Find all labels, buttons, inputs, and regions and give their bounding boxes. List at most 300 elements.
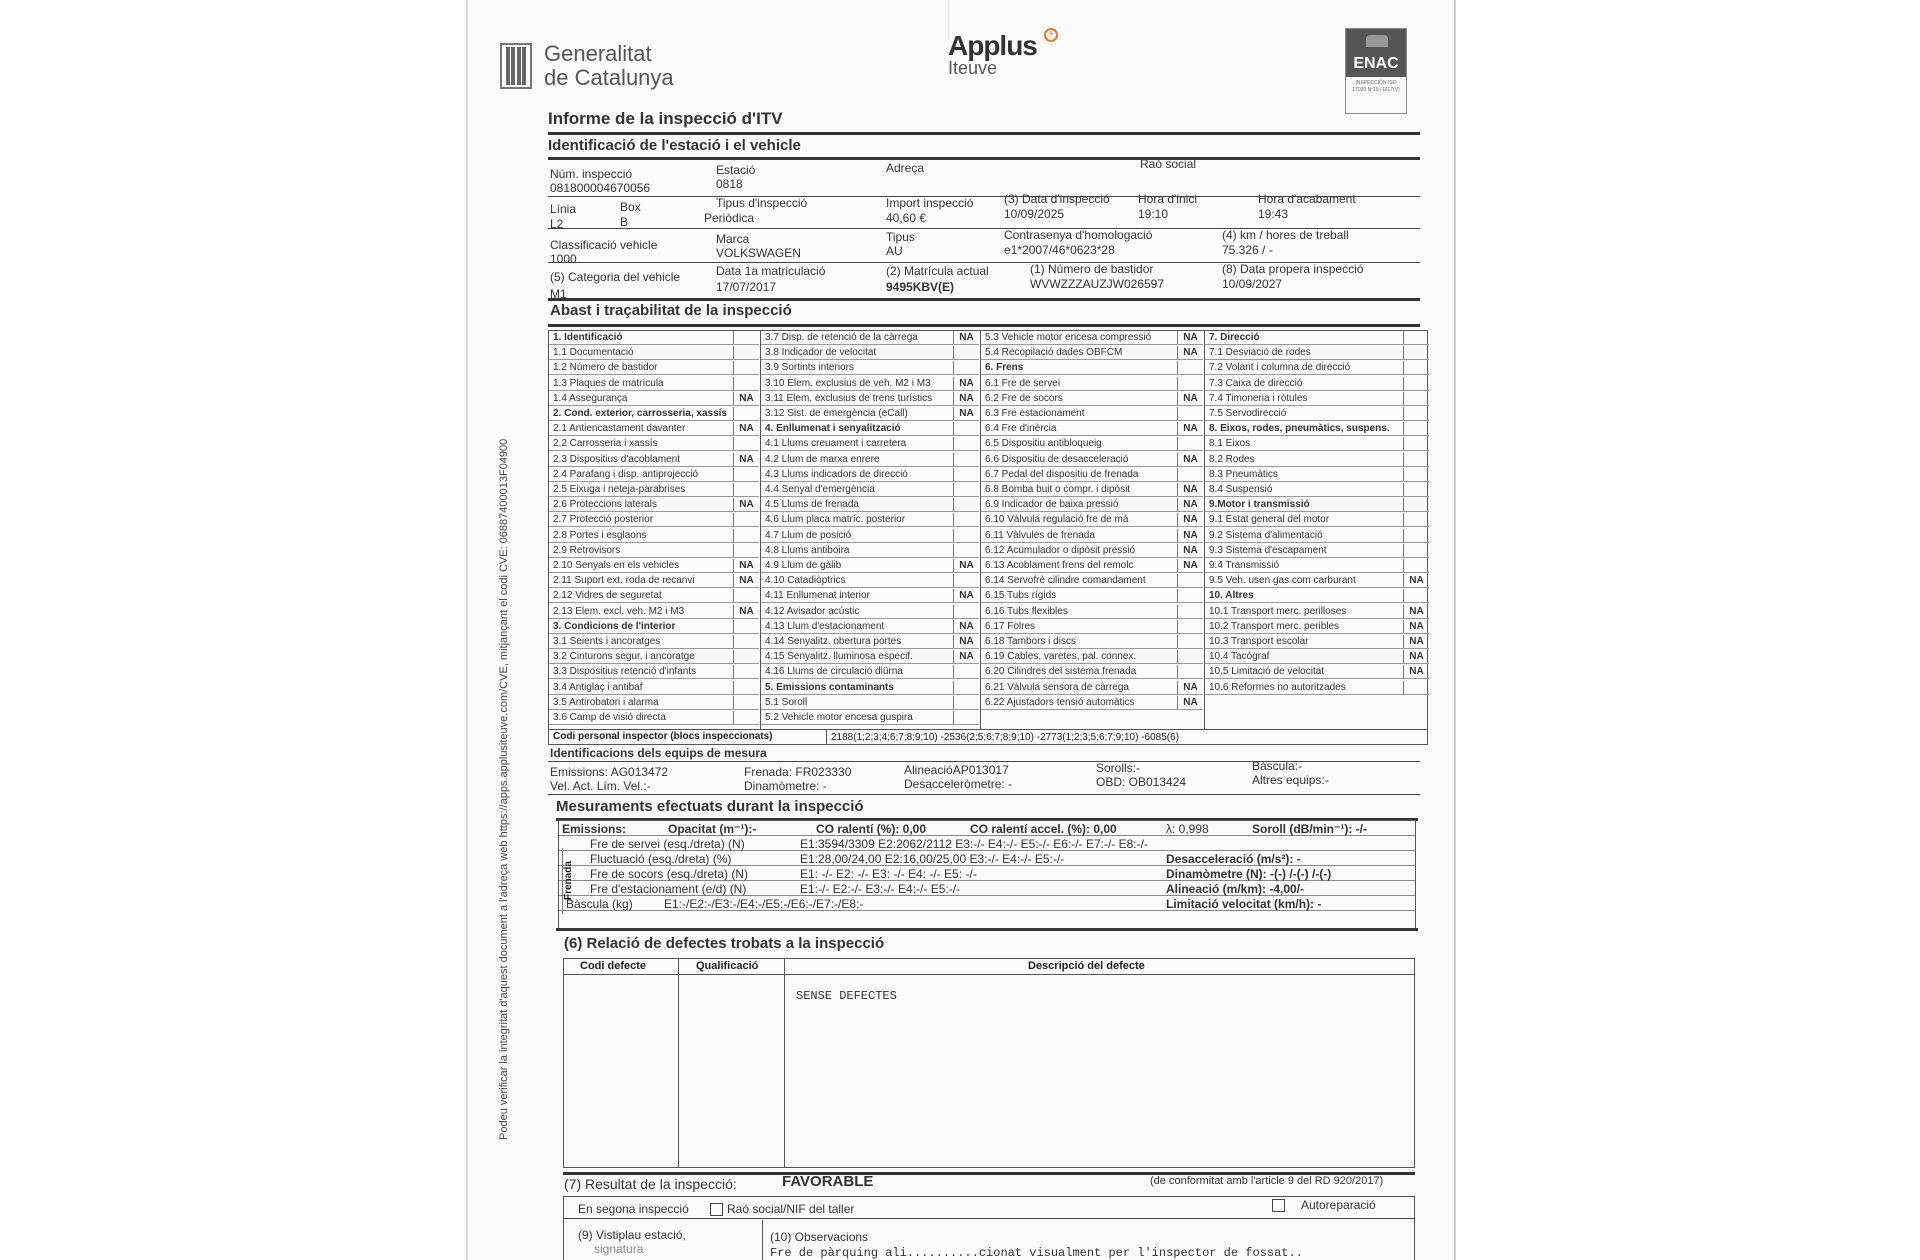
autoreparacio-label: Autoreparació (1301, 1198, 1376, 1212)
defects-header (564, 959, 1414, 975)
equip-altres: Altres equips:- (1252, 773, 1329, 787)
marca-label: Marca (716, 232, 750, 246)
checklist-item (981, 529, 1203, 543)
checklist-item-na (733, 407, 759, 420)
checklist-item-label: 1.2 Número de bastidor (553, 362, 658, 374)
checklist-item-na (953, 437, 979, 450)
checklist-item-na (1403, 453, 1429, 466)
tipus-value: AU (886, 244, 903, 258)
checklist-item-label: 9.5 Veh. usen gas com carburant (1209, 575, 1356, 587)
checklist-item (549, 392, 759, 406)
checklist-item-na (1403, 559, 1429, 572)
checklist-item-na: NA (953, 559, 979, 572)
checklist-item-label: 1.3 Plaques de matrícula (553, 377, 664, 389)
checklist-item (1205, 346, 1429, 360)
checklist-item-na (953, 513, 979, 526)
checklist-item-na (733, 483, 759, 496)
checklist-item-na (733, 346, 759, 359)
checklist-item (549, 529, 759, 543)
codi-defecte-header: Codi defecte (580, 960, 647, 972)
checklist-item-na: NA (1177, 331, 1203, 344)
co-ralenti-accel: CO ralentí accel. (%): 0,00 (970, 822, 1117, 836)
equip-desacc: Desacceleròmetre: - (904, 777, 1013, 791)
checklist-item-na: NA (1177, 422, 1203, 435)
co-ralenti: CO ralentí (%): 0,00 (816, 822, 927, 836)
desacceleracio: Desacceleració (m/s²): - (1166, 852, 1301, 866)
checklist-item-label: 2.13 Elem. excl. veh. M2 i M3 (553, 605, 685, 617)
checklist-item-label: 7. Direcció (1209, 332, 1260, 343)
applus-logo (948, 29, 1054, 79)
checklist-item-na: NA (733, 453, 759, 466)
checklist-item-label: 6.4 Fre d'inèrcia (985, 423, 1057, 435)
codi-inspector-label: Codi personal inspector (blocs inspeccionats) (549, 730, 827, 744)
applus-plus-icon: + (1044, 28, 1058, 42)
checklist-item-label: 5.3 Vehicle motor encesa compressió (985, 332, 1152, 343)
checklist-item-label: 8.2 Rodes (1209, 453, 1255, 465)
checklist-item-label: 4.1 Llums creuament i carretera (765, 438, 907, 450)
checklist-item (981, 650, 1203, 664)
checklist-item (761, 392, 979, 406)
checklist-item-na (1403, 422, 1429, 435)
checklist-item-label: 2.3 Dispositius d'acoblament (553, 453, 680, 465)
checklist-item-label: 6.5 Dispositiu antibloqueig (985, 438, 1102, 450)
checklist-item (981, 453, 1203, 467)
checklist-item (761, 605, 979, 619)
checklist-item-label: 2.4 Parafang i disp. antiprojecció (553, 468, 699, 480)
equip-sorolls: Sorolls:- (1096, 761, 1141, 775)
rao-social-taller (710, 1202, 854, 1216)
checklist-item-na: NA (733, 422, 759, 435)
checklist-item (1205, 650, 1429, 664)
checklist-item-na (733, 665, 759, 678)
estacio-value: 0818 (716, 177, 743, 191)
checklist-item-na: NA (1177, 498, 1203, 511)
checklist-item-na: NA (953, 377, 979, 390)
contrasenya-value: e1*2007/46*0623*28 (1004, 243, 1115, 257)
checklist-item (1205, 483, 1429, 497)
checklist-item-label: 1.4 Assegurança (553, 392, 628, 404)
checklist-item-label: 6.17 Folres (985, 620, 1036, 632)
data-inspeccio-value: 10/09/2025 (1004, 207, 1065, 221)
checklist-item-label: 3.2 Cinturons segur. i ancoratge (553, 651, 695, 663)
checklist-item-label: 4.13 Llum d'estacionament (765, 620, 885, 632)
data-matriculacio-label: Data 1a matriculació (716, 264, 826, 278)
checklist-item (1205, 377, 1429, 391)
checklist-item-label: 7.5 Servodirecció (1209, 408, 1287, 419)
resultat-label: (7) Resultat de la inspecció: (564, 1176, 737, 1192)
marca-value: VOLKSWAGEN (716, 246, 801, 260)
checklist-item-na (953, 498, 979, 511)
matricula-label: (2) Matrícula actual (886, 264, 989, 278)
defect-description: SENSE DEFECTES (796, 989, 897, 1003)
hora-inici-label: Hora d'inici (1138, 192, 1197, 206)
checklist-item (761, 589, 979, 603)
checklist-item (1205, 620, 1429, 634)
checklist-item (549, 681, 759, 695)
checklist-item-label: 6.22 Ajustadors tensió automàtics (985, 696, 1135, 708)
checklist-item-na (733, 529, 759, 542)
checklist-item-label: 6.16 Tubs flexibles (985, 605, 1068, 617)
checklist-item-label: 6.9 Indicador de baixa pressió (985, 499, 1119, 511)
checklist-item (549, 513, 759, 527)
checklist-item-label: 5.2 Vehicle motor encesa guspira (765, 712, 913, 723)
report-title: Informe de la inspecció d'ITV (548, 109, 783, 128)
checklist-item-label: 2.6 Proteccions laterals (553, 499, 657, 511)
checklist-item-na (1177, 665, 1203, 678)
opacitat: Opacitat (m⁻¹):- (668, 822, 757, 836)
box-label: Box (620, 200, 641, 214)
checklist-item (1205, 331, 1429, 345)
equip-emissions: Emissions: AG013472 (550, 765, 669, 779)
checklist-item-label: 6.21 Vàlvula sensora de càrrega (985, 681, 1129, 693)
checklist-item (981, 696, 1203, 710)
checklist-item-na (733, 377, 759, 390)
checklist-item-label: 3. Condicions de l'interior (553, 620, 676, 632)
checklist-item-na (953, 574, 979, 587)
checklist-item (761, 650, 979, 664)
fluctuacio-value: E1:28,00/24,00 E2:16,00/25,00 E3:-/- E4:-/- E5:-/- (800, 852, 1065, 866)
checklist-item-na: NA (1177, 696, 1203, 709)
checklist-item-na: NA (953, 407, 979, 420)
checklist-item-label: 3.4 Antiglaç i antibaf (553, 681, 643, 693)
checklist-item-na (1403, 681, 1429, 694)
checklist-item-label: 2.10 Senyals en els vehicles (553, 560, 680, 571)
checklist-item-na (1177, 377, 1203, 390)
checklist-item-label: 6.11 Vàlvules de frenada (985, 529, 1095, 541)
checklist-item (1205, 605, 1429, 619)
checklist-item (981, 498, 1203, 512)
checklist-item-na (953, 453, 979, 466)
checklist-item-na: NA (1403, 574, 1429, 587)
checklist-item-label: 3.10 Elem. exclusius de veh. M2 i M3 (765, 377, 931, 389)
checklist-item-label: 6.2 Fre de socors (985, 392, 1063, 404)
checklist-item-label: 6.19 Cables, varetes, pal. connex. (985, 651, 1137, 663)
checklist-item-label: 10.6 Reformes no autoritzades (1209, 681, 1346, 693)
checklist-item-na: NA (1403, 620, 1429, 633)
km-value: 75.326 / - (1222, 243, 1273, 257)
checklist-item-na (1403, 483, 1429, 496)
bascula-label: Bàscula (kg) (566, 897, 633, 911)
checklist-item (761, 635, 979, 649)
checklist-item-na (1403, 529, 1429, 542)
checklist-item-label: 1.1 Documentació (553, 347, 634, 359)
checklist-item (981, 681, 1203, 695)
checklist-item (1205, 468, 1429, 482)
checklist-item (1205, 361, 1429, 375)
checklist-item (761, 468, 979, 482)
checklist-item-na (953, 605, 979, 618)
checklist-item-na (953, 468, 979, 481)
checklist-item-na (1177, 589, 1203, 602)
checklist-item-label: 3.12 Sist. de emergència (eCall) (765, 408, 908, 419)
gen-line1: Generalitat (544, 41, 652, 66)
checklist-item-na (1403, 407, 1429, 420)
checklist-item (549, 498, 759, 512)
checklist-item-label: 9.Motor i transmissió (1209, 499, 1310, 511)
num-inspeccio-value: 081800004670056 (550, 181, 651, 195)
checklist-item-label: 2.5 Eixuga i neteja-parabrises (553, 484, 686, 495)
equip-vel: Vel. Act. Lím. Vel.:- (550, 779, 651, 793)
checklist-item-na (733, 361, 759, 374)
checklist-item-label: 4. Enllumenat i senyalització (765, 423, 901, 435)
checklist-item-na: NA (1177, 544, 1203, 557)
checklist-item-label: 2.11 Suport ext. roda de recanvi (553, 575, 695, 587)
estacio-label: Estació (716, 163, 756, 177)
checklist-item-na (1177, 650, 1203, 663)
observacions-text: Fre de pàrquing ali..........cionat visualment per l'inspector de fossat.. (770, 1246, 1303, 1260)
checklist-item (1205, 422, 1429, 436)
alineacio-value: Alineació (m/km): -4,00/- (1166, 882, 1305, 896)
checklist-item (761, 559, 979, 573)
segona-inspeccio-label: En segona inspecció (578, 1202, 689, 1216)
checklist-item (1205, 574, 1429, 588)
tipus-inspeccio-label: Tipus d'inspecció (716, 196, 808, 210)
checklist-item-label: 4.5 Llums de frenada (765, 499, 859, 511)
checklist-item (549, 650, 759, 664)
checklist-item (981, 574, 1203, 588)
checklist-item (981, 407, 1203, 421)
checklist-item-na (953, 665, 979, 678)
checklist-item-label: 4.6 Llum placa matríc. posterior (765, 514, 906, 526)
checklist-item-label: 3.7 Disp. de retenció de la càrrega (765, 332, 918, 343)
checklist-item-label: 2.12 Vidres de seguretat (553, 590, 662, 602)
categoria-value: M1 (550, 287, 567, 301)
checklist-item-label: 10.2 Transport merc. peribles (1209, 620, 1340, 632)
checklist-item-label: 4.15 Senyalitz. lluminosa especif. (765, 651, 913, 663)
checklist-item (1205, 498, 1429, 512)
checklist-item-label: 2. Cond. exterior, carrosseria, xassís (553, 408, 727, 419)
checklist-item-label: 7.1 Desviació de rodes (1209, 347, 1311, 359)
codi-inspector-value: 2188(1;2;3;4;6;7;8;9;10) -2536(2;5;6;7;8;9;10) -2773(1;2;3;5;6;7;9;10) -6085(6) (831, 731, 1180, 743)
fre-servei-label: Fre de servei (esq./dreta) (N) (590, 837, 745, 851)
checklist-item-label: 6.15 Tubs rígids (985, 590, 1057, 602)
checklist-item-label: 4.10 Catadiòptrics (765, 575, 846, 587)
checklist-item-na (953, 483, 979, 496)
checklist-item-label: 6.20 Cilindres del sistema frenada (985, 666, 1137, 678)
checklist-item-label: 5.4 Recopilació dades OBFCM (985, 347, 1123, 359)
checklist-item-na (733, 635, 759, 648)
frenada-vertical-label: Frenada (562, 848, 578, 914)
checklist-item (549, 422, 759, 436)
checklist-item (761, 453, 979, 467)
checklist-item-label: 3.11 Elem. exclusius de trens turístics (765, 392, 933, 404)
enac-text: ENAC (1346, 29, 1406, 77)
equip-alineacio: AlineacióAP013017 (904, 763, 1009, 777)
inspection-checklist (548, 330, 1428, 730)
checklist-item-na: NA (733, 392, 759, 405)
checklist-item (1205, 529, 1429, 543)
qualificacio-header: Qualificació (696, 960, 759, 972)
checklist-item (981, 377, 1203, 391)
checklist-item (761, 483, 979, 497)
linia-label: Línia (550, 202, 577, 216)
fre-servei-value: E1:3594/3309 E2:2062/2112 E3:-/- E4:-/- E5:-/- E6:-/- E7:-/- E8:-/- (800, 837, 1148, 851)
checklist-item-na (1403, 346, 1429, 359)
checklist-item-label: 4.12 Avisador acústic (765, 605, 860, 617)
checklist-item-label: 6.13 Acoblament frens del remolc (985, 560, 1134, 571)
checklist-item-na (953, 422, 979, 435)
import-value: 40,60 € (886, 211, 927, 225)
checklist-item (549, 559, 759, 573)
checklist-item-na (953, 711, 979, 724)
checklist-item-na (733, 513, 759, 526)
checklist-column-3 (981, 331, 1203, 729)
checklist-item (549, 544, 759, 558)
checklist-item (549, 620, 759, 634)
checklist-item-na (1403, 377, 1429, 390)
checklist-item-na (1403, 437, 1429, 450)
checklist-item-na: NA (1403, 650, 1429, 663)
checklist-item-label: 4.2 Llum de marxa enrere (765, 453, 880, 465)
checklist-item (549, 589, 759, 603)
checklist-item-label: 3.1 Seients i ancoratges (553, 636, 661, 647)
fluctuacio-label: Fluctuació (esq./dreta) (%) (590, 852, 732, 866)
checklist-item-label: 4.14 Senyalitz. obertura portes (765, 636, 902, 647)
checklist-item-na (1403, 498, 1429, 511)
checklist-item-label: 9.3 Sistema d'escapament (1209, 544, 1327, 556)
checklist-item-label: 6.18 Tambors i discs (985, 636, 1076, 647)
checklist-item (981, 513, 1203, 527)
checklist-item-label: 9.2 Sistema d'alimentació (1209, 529, 1323, 541)
checklist-item-na (1177, 437, 1203, 450)
checklist-item (549, 346, 759, 360)
checklist-item-na: NA (733, 605, 759, 618)
contrasenya-label: Contrasenya d'homologació (1004, 228, 1153, 242)
resultat-value: FAVORABLE (782, 1173, 874, 1190)
checklist-item-label: 6.3 Fre estacionament (985, 408, 1085, 419)
checklist-item-label: 9.4 Transmissió (1209, 560, 1280, 571)
generalitat-logo (500, 42, 674, 90)
checklist-item (1205, 453, 1429, 467)
applus-sub: Iteuve (948, 58, 998, 78)
autoreparacio-checkbox[interactable] (1272, 1199, 1285, 1212)
checklist-item (981, 361, 1203, 375)
checklist-item-na: NA (1177, 529, 1203, 542)
hora-acabament-value: 19:43 (1258, 207, 1289, 221)
checklist-item (981, 589, 1203, 603)
checklist-item-label: 10.5 Limitació de velocitat (1209, 666, 1325, 678)
soroll: Soroll (dB/min⁻¹): -/- (1252, 822, 1367, 836)
checklist-item-label: 3.9 Sortints interiors (765, 362, 854, 374)
rao-social-label: Raó social (1140, 157, 1197, 171)
checklist-item-label: 6. Frens (985, 362, 1024, 374)
checklist-item (549, 483, 759, 497)
checklist-item-label: 6.7 Pedal del dispositiu de frenada (985, 468, 1139, 480)
equip-bascula: Bàscula:- (1252, 759, 1303, 773)
taller-checkbox[interactable] (710, 1203, 723, 1216)
gen-line2: de Catalunya (544, 65, 674, 90)
hora-acabament-label: Hora d'acabament (1258, 192, 1356, 206)
checklist-item (981, 392, 1203, 406)
checklist-item-na: NA (953, 635, 979, 648)
checklist-item-na: NA (1177, 513, 1203, 526)
checklist-item (549, 331, 759, 345)
checklist-item (761, 529, 979, 543)
equips-title: Identificacions dels equips de mesura (550, 746, 767, 760)
checklist-item-label: 6.14 Servofrè cilindre comandament (985, 575, 1146, 587)
checklist-item (549, 711, 759, 725)
checklist-item-label: 10.1 Transport merc. perilloses (1209, 605, 1347, 617)
checklist-item (761, 696, 979, 710)
km-label: (4) km / hores de treball (1222, 228, 1349, 242)
checklist-item (761, 620, 979, 634)
checklist-item-na (733, 437, 759, 450)
observacions-label: (10) Observacions (770, 1230, 869, 1244)
checklist-item-label: 4.11 Enllumenat interior (765, 590, 870, 602)
checklist-item (761, 361, 979, 375)
checklist-item-na: NA (1403, 605, 1429, 618)
abast-section-title: Abast i traçabilitat de la inspecció (550, 302, 792, 319)
checklist-item (981, 544, 1203, 558)
checklist-item-na (1177, 605, 1203, 618)
enac-sub: INSPECCIÓN ISO 17020 Nº19 / EI17(V) (1352, 80, 1400, 93)
fre-socors-label: Fre de socors (esq./dreta) (N) (590, 867, 749, 881)
checklist-item-label: 10.4 Tacògraf (1209, 651, 1270, 663)
bascula-value: E1:-/E2:-/E3:-/E4:-/E5:-/E6:-/E7:-/E8:- (664, 897, 864, 911)
adreca-label: Adreça (886, 161, 925, 175)
checklist-item (1205, 665, 1429, 679)
checklist-item-na (733, 681, 759, 694)
tipus-label: Tipus (886, 230, 915, 244)
signatura-label: signatura (594, 1242, 644, 1256)
checklist-item-na (1177, 468, 1203, 481)
checklist-item-label: 4.8 Llums antiboira (765, 544, 850, 556)
bastidor-value: WVWZZZAUZJW026597 (1030, 277, 1165, 291)
checklist-item-label: 2.2 Carrosseria i xassís (553, 438, 658, 450)
classificacio-value: 1000 (550, 252, 577, 266)
checklist-item-na (1403, 544, 1429, 557)
checklist-item (549, 377, 759, 391)
autoreparacio (1272, 1198, 1376, 1212)
checklist-item-label: 3.6 Camp de visió directa (553, 712, 666, 723)
checklist-column-4 (1205, 331, 1429, 729)
categoria-label: (5) Categoria del vehicle (550, 270, 681, 284)
generalitat-emblem-icon (500, 43, 532, 89)
checklist-item (981, 635, 1203, 649)
checklist-item-label: 4.7 Llum de posició (765, 529, 852, 541)
checklist-item-na (953, 681, 979, 694)
checklist-item-na (953, 361, 979, 374)
checklist-item-label: 9.1 Estat general del motor (1209, 514, 1330, 526)
resultat-note: (de conformitat amb l'article 9 del RD 920/2017) (1150, 1175, 1384, 1187)
checklist-item-label: 6.6 Dispositiu de desacceleració (985, 453, 1129, 465)
checklist-item-na: NA (1177, 453, 1203, 466)
checklist-item-na (953, 529, 979, 542)
checklist-item (549, 696, 759, 710)
checklist-item (761, 574, 979, 588)
checklist-item-na (1403, 392, 1429, 405)
checklist-item-label: 7.3 Caixa de direcció (1209, 377, 1303, 389)
checklist-item (981, 665, 1203, 679)
checklist-item-label: 8.4 Suspensió (1209, 484, 1273, 495)
emissions-label: Emissions: (562, 822, 627, 836)
checklist-item (761, 437, 979, 451)
checklist-item (981, 331, 1203, 345)
checklist-item (549, 574, 759, 588)
checklist-item-na: NA (733, 559, 759, 572)
checklist-item (549, 605, 759, 619)
defects-table (563, 958, 1415, 1168)
descripcio-header: Descripció del defecte (1028, 960, 1145, 972)
checklist-item (1205, 437, 1429, 451)
checklist-item (981, 605, 1203, 619)
tipus-inspeccio-value: Periòdica (704, 211, 755, 225)
dinamometre-value: Dinamòmetre (N): -(-) /-(-) /-(-) (1166, 867, 1332, 881)
checklist-item-na (1403, 361, 1429, 374)
checklist-item-na: NA (1177, 346, 1203, 359)
checklist-item-na (1177, 620, 1203, 633)
matricula-value: 9495KBV(E) (886, 280, 955, 294)
